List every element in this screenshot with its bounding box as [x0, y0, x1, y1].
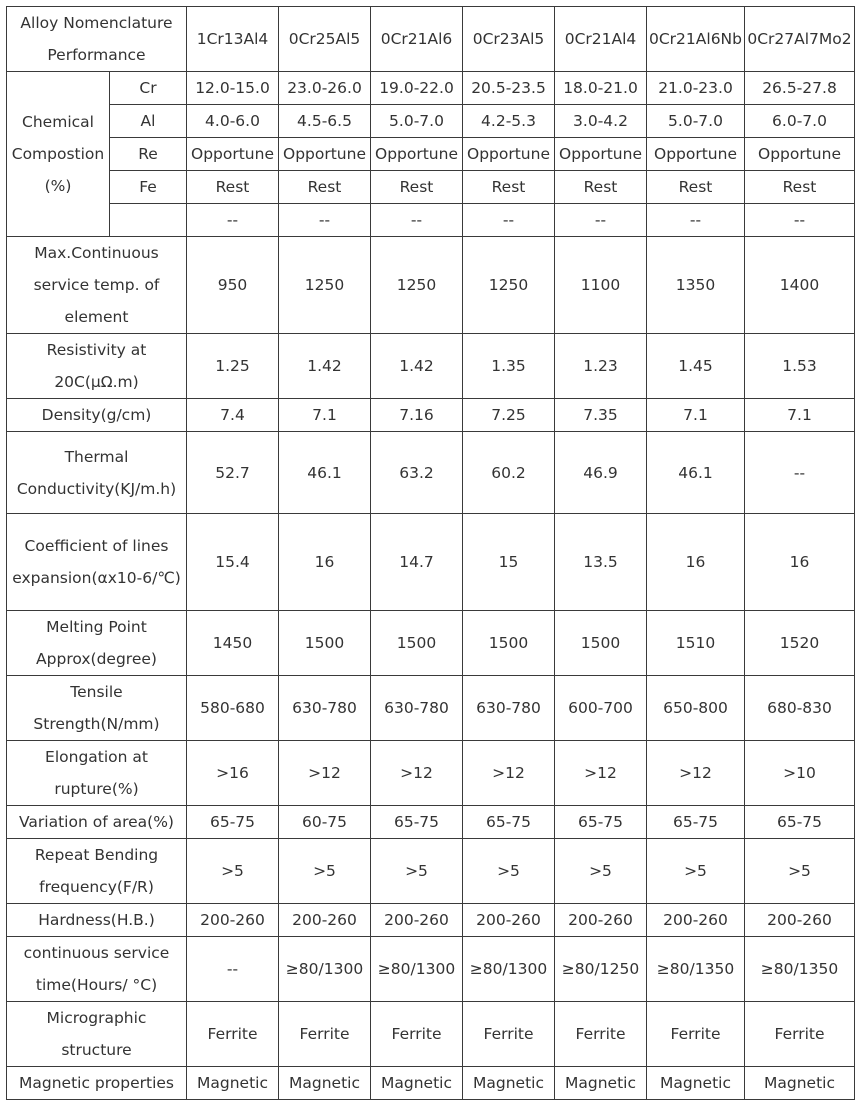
table-cell: ≥80/1250 — [555, 937, 647, 1002]
table-cell: Magnetic — [187, 1067, 279, 1100]
table-cell: 7.35 — [555, 399, 647, 432]
property-row — [7, 676, 855, 741]
table-cell: -- — [745, 204, 855, 237]
table-cell: 1250 — [279, 237, 371, 334]
table-cell: 12.0-15.0 — [187, 72, 279, 105]
table-cell: 7.25 — [463, 399, 555, 432]
table-cell: 26.5-27.8 — [745, 72, 855, 105]
table-cell: 1.42 — [279, 334, 371, 399]
table-cell: Rest — [463, 171, 555, 204]
table-cell: 65-75 — [647, 806, 745, 839]
table-cell: Opportune — [187, 138, 279, 171]
header-row — [7, 7, 855, 72]
table-cell: >5 — [555, 839, 647, 904]
table-cell: 1350 — [647, 237, 745, 334]
table-cell: 1510 — [647, 611, 745, 676]
table-cell: 52.7 — [187, 432, 279, 514]
property-label: Melting Point Approx(degree) — [7, 611, 187, 676]
table-cell: 1250 — [463, 237, 555, 334]
table-cell: 7.1 — [745, 399, 855, 432]
table-cell: Rest — [555, 171, 647, 204]
table-cell: Opportune — [279, 138, 371, 171]
alloy-header: 0Cr23Al5 — [463, 7, 555, 72]
table-cell: -- — [187, 204, 279, 237]
table-cell: Rest — [371, 171, 463, 204]
table-cell: Ferrite — [463, 1002, 555, 1067]
property-label: Hardness(H.B.) — [7, 904, 187, 937]
table-cell: >10 — [745, 741, 855, 806]
table-cell: 65-75 — [463, 806, 555, 839]
table-cell: Ferrite — [745, 1002, 855, 1067]
table-cell: 950 — [187, 237, 279, 334]
property-label: Tensile Strength(N/mm) — [7, 676, 187, 741]
table-cell: 200-260 — [555, 904, 647, 937]
table-cell: ≥80/1300 — [371, 937, 463, 1002]
table-cell: >12 — [371, 741, 463, 806]
property-label: Max.Continuous service temp. of element — [7, 237, 187, 334]
table-cell: Ferrite — [647, 1002, 745, 1067]
table-cell: 1400 — [745, 237, 855, 334]
table-cell: >12 — [555, 741, 647, 806]
table-cell: 1.45 — [647, 334, 745, 399]
table-cell: 60-75 — [279, 806, 371, 839]
property-label: Density(g/cm) — [7, 399, 187, 432]
table-cell: 5.0-7.0 — [371, 105, 463, 138]
table-cell: -- — [463, 204, 555, 237]
table-cell: >12 — [647, 741, 745, 806]
table-cell: 16 — [279, 514, 371, 611]
table-cell: 16 — [647, 514, 745, 611]
element-label: Re — [110, 138, 187, 171]
property-row — [7, 937, 855, 1002]
property-row — [7, 334, 855, 399]
table-cell: 200-260 — [187, 904, 279, 937]
element-label: Fe — [110, 171, 187, 204]
table-cell: Magnetic — [647, 1067, 745, 1100]
property-row — [7, 237, 855, 334]
property-row — [7, 514, 855, 611]
table-cell: 200-260 — [647, 904, 745, 937]
table-cell: >12 — [463, 741, 555, 806]
table-cell: 14.7 — [371, 514, 463, 611]
chemical-row — [7, 138, 855, 171]
table-cell: 5.0-7.0 — [647, 105, 745, 138]
table-cell: 16 — [745, 514, 855, 611]
table-cell: >5 — [279, 839, 371, 904]
alloy-header: 0Cr21Al4 — [555, 7, 647, 72]
table-cell: 580-680 — [187, 676, 279, 741]
table-cell: Rest — [647, 171, 745, 204]
table-cell: 630-780 — [279, 676, 371, 741]
table-cell: >5 — [745, 839, 855, 904]
chemical-row — [7, 105, 855, 138]
chemical-row — [7, 204, 855, 237]
alloy-properties-table — [6, 6, 855, 1100]
property-row — [7, 839, 855, 904]
table-cell: 1.53 — [745, 334, 855, 399]
table-cell: ≥80/1350 — [745, 937, 855, 1002]
property-row — [7, 806, 855, 839]
table-cell: 46.1 — [279, 432, 371, 514]
table-cell: 15.4 — [187, 514, 279, 611]
table-cell: 1.35 — [463, 334, 555, 399]
table-cell: 20.5-23.5 — [463, 72, 555, 105]
table-cell: 630-780 — [463, 676, 555, 741]
property-row — [7, 432, 855, 514]
table-cell: Opportune — [647, 138, 745, 171]
property-row — [7, 741, 855, 806]
table-cell: 60.2 — [463, 432, 555, 514]
property-label: Coefficient of lines expansion(αx10-6/℃) — [7, 514, 187, 611]
alloy-header: 0Cr25Al5 — [279, 7, 371, 72]
table-cell: 630-780 — [371, 676, 463, 741]
element-label — [110, 204, 187, 237]
property-row — [7, 904, 855, 937]
table-cell: Rest — [745, 171, 855, 204]
property-label: Micrographic structure — [7, 1002, 187, 1067]
alloy-header: 0Cr21Al6 — [371, 7, 463, 72]
table-cell: Magnetic — [463, 1067, 555, 1100]
table-cell: 65-75 — [371, 806, 463, 839]
table-cell: Rest — [279, 171, 371, 204]
property-label: Magnetic properties — [7, 1067, 187, 1100]
table-cell: >12 — [279, 741, 371, 806]
table-cell: 4.2-5.3 — [463, 105, 555, 138]
table-cell: 19.0-22.0 — [371, 72, 463, 105]
table-cell: 1500 — [463, 611, 555, 676]
property-label: continuous service time(Hours/ °C) — [7, 937, 187, 1002]
table-cell: >16 — [187, 741, 279, 806]
table-cell: 4.0-6.0 — [187, 105, 279, 138]
table-cell: -- — [187, 937, 279, 1002]
table-cell: 46.1 — [647, 432, 745, 514]
table-cell: 6.0-7.0 — [745, 105, 855, 138]
table-cell: 65-75 — [745, 806, 855, 839]
table-cell: 15 — [463, 514, 555, 611]
element-label: Al — [110, 105, 187, 138]
table-cell: -- — [555, 204, 647, 237]
table-cell: 23.0-26.0 — [279, 72, 371, 105]
property-label: Resistivity at 20C(μΩ.m) — [7, 334, 187, 399]
table-cell: 1.25 — [187, 334, 279, 399]
table-cell: >5 — [371, 839, 463, 904]
table-cell: -- — [647, 204, 745, 237]
table-cell: Ferrite — [187, 1002, 279, 1067]
table-cell: Magnetic — [555, 1067, 647, 1100]
table-cell: Opportune — [555, 138, 647, 171]
table-cell: >5 — [647, 839, 745, 904]
alloy-header: 1Cr13Al4 — [187, 7, 279, 72]
property-label: Elongation at rupture(%) — [7, 741, 187, 806]
table-cell: 650-800 — [647, 676, 745, 741]
alloy-header: 0Cr27Al7Mo2 — [745, 7, 855, 72]
table-cell: 680-830 — [745, 676, 855, 741]
table-cell: Magnetic — [745, 1067, 855, 1100]
table-cell: -- — [279, 204, 371, 237]
table-cell: ≥80/1350 — [647, 937, 745, 1002]
table-cell: 1.23 — [555, 334, 647, 399]
table-cell: 46.9 — [555, 432, 647, 514]
property-label: Thermal Conductivity(KJ/m.h) — [7, 432, 187, 514]
element-label: Cr — [110, 72, 187, 105]
table-cell: Rest — [187, 171, 279, 204]
table-cell: 65-75 — [555, 806, 647, 839]
table-cell: 3.0-4.2 — [555, 105, 647, 138]
table-cell: Ferrite — [371, 1002, 463, 1067]
table-cell: 1520 — [745, 611, 855, 676]
table-cell: 1.42 — [371, 334, 463, 399]
table-cell: Ferrite — [279, 1002, 371, 1067]
table-cell: Magnetic — [371, 1067, 463, 1100]
table-cell: Opportune — [745, 138, 855, 171]
table-cell: Magnetic — [279, 1067, 371, 1100]
chemical-row — [7, 171, 855, 204]
table-cell: -- — [745, 432, 855, 514]
table-cell: 1500 — [279, 611, 371, 676]
property-row — [7, 611, 855, 676]
table-cell: 63.2 — [371, 432, 463, 514]
table-cell: Ferrite — [555, 1002, 647, 1067]
table-cell: 65-75 — [187, 806, 279, 839]
table-cell: 21.0-23.0 — [647, 72, 745, 105]
table-cell: 1100 — [555, 237, 647, 334]
table-cell: -- — [371, 204, 463, 237]
table-cell: 4.5-6.5 — [279, 105, 371, 138]
table-cell: 7.1 — [647, 399, 745, 432]
chemical-composition-label: Chemical Compostion (%) — [7, 72, 110, 237]
property-label: Repeat Bending frequency(F/R) — [7, 839, 187, 904]
table-cell: ≥80/1300 — [279, 937, 371, 1002]
table-cell: 600-700 — [555, 676, 647, 741]
table-cell: 200-260 — [371, 904, 463, 937]
table-cell: 1500 — [555, 611, 647, 676]
table-cell: 7.16 — [371, 399, 463, 432]
table-cell: ≥80/1300 — [463, 937, 555, 1002]
table-cell: 200-260 — [279, 904, 371, 937]
table-cell: Opportune — [371, 138, 463, 171]
table-cell: >5 — [187, 839, 279, 904]
table-cell: 1500 — [371, 611, 463, 676]
table-cell: 1250 — [371, 237, 463, 334]
table-cell: 1450 — [187, 611, 279, 676]
table-cell: 18.0-21.0 — [555, 72, 647, 105]
table-cell: 7.1 — [279, 399, 371, 432]
property-label: Variation of area(%) — [7, 806, 187, 839]
table-cell: 200-260 — [745, 904, 855, 937]
property-row — [7, 1067, 855, 1100]
property-row — [7, 1002, 855, 1067]
header-label: Alloy Nomenclature Performance — [7, 7, 187, 72]
table-cell: Opportune — [463, 138, 555, 171]
table-cell: >5 — [463, 839, 555, 904]
property-row — [7, 399, 855, 432]
table-cell: 200-260 — [463, 904, 555, 937]
table-cell: 13.5 — [555, 514, 647, 611]
alloy-header: 0Cr21Al6Nb — [647, 7, 745, 72]
chemical-row — [7, 72, 855, 105]
table-cell: 7.4 — [187, 399, 279, 432]
